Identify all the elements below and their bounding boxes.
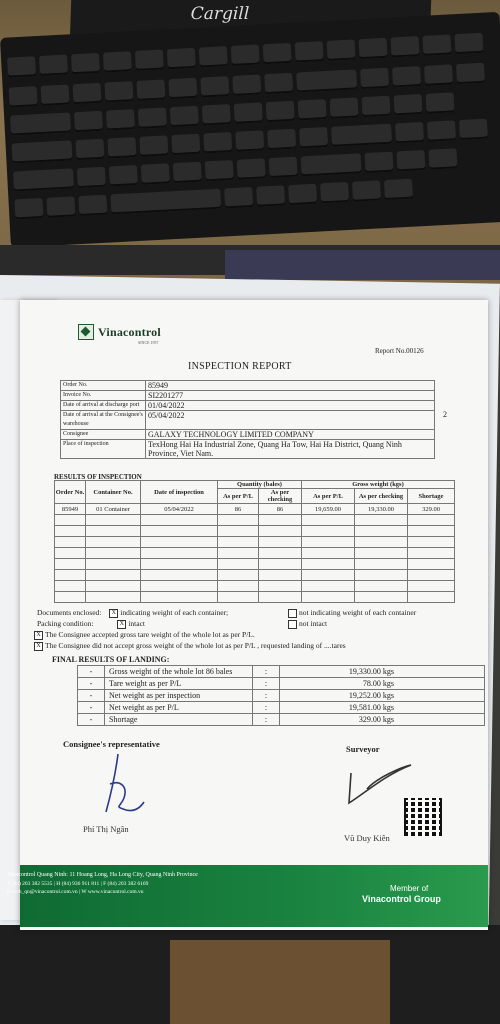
info-value: GALAXY TECHNOLOGY LIMITED COMPANY — [146, 430, 435, 440]
empty-cell — [55, 581, 86, 592]
final-value: 19,252.00 — [348, 691, 381, 700]
key — [422, 34, 451, 55]
empty-cell — [302, 581, 355, 592]
key — [170, 106, 199, 127]
packing-condition-line — [37, 619, 145, 629]
final-unit: kgs — [382, 703, 394, 712]
empty-cell — [259, 581, 302, 592]
packing-not-intact-label: not intact — [299, 619, 328, 628]
key — [12, 140, 73, 163]
key — [73, 83, 102, 104]
final-sep: : — [253, 690, 280, 702]
final-label: Net weight as per inspection — [105, 690, 253, 702]
empty-cell — [408, 581, 455, 592]
doc-not-indicating-checkbox — [288, 609, 297, 618]
documents-enclosed-label: Documents enclosed: — [37, 608, 102, 617]
empty-cell — [259, 526, 302, 537]
final-results-table — [77, 665, 485, 726]
empty-cell — [141, 515, 218, 526]
empty-cell — [302, 526, 355, 537]
empty-cell — [408, 592, 455, 603]
key — [427, 120, 456, 141]
empty-cell — [86, 559, 141, 570]
key — [46, 196, 75, 217]
key — [74, 111, 103, 132]
empty-cell — [259, 570, 302, 581]
key — [10, 112, 71, 135]
col-shortage: Shortage — [408, 489, 455, 504]
empty-cell — [355, 570, 408, 581]
final-sep: : — [253, 666, 280, 678]
empty-cell — [218, 581, 259, 592]
key — [234, 102, 263, 123]
key — [39, 55, 68, 76]
consignee-accepted-line — [34, 630, 255, 640]
vinacontrol-logo — [78, 324, 161, 340]
key — [296, 69, 357, 92]
key — [71, 53, 100, 74]
cell-qty-pl: 86 — [218, 504, 259, 515]
footer-email-web: E nvth_qn@vinacontrol.com.vn | W www.vinacontrol.com.vn — [7, 889, 144, 895]
info-value: TexHong Hai Ha Industrial Zone, Quang Ha Tow, Hai Ha District, Quang Ninh Province, Viet Nam. — [146, 440, 435, 459]
final-bullet: - — [78, 690, 105, 702]
col-gw-as-per-pl: As per P/L — [302, 489, 355, 504]
consignee-accepted-text: The Consignee accepted gross tare weight of the whole lot as per P/L. — [45, 630, 255, 639]
col-gross-weight: Gross weight (kgs) — [302, 481, 455, 489]
final-sep: : — [253, 702, 280, 714]
book — [225, 250, 500, 280]
key — [167, 48, 196, 69]
cell-order: 85949 — [55, 504, 86, 515]
consignee-signature — [90, 750, 150, 820]
final-sep: : — [253, 714, 280, 726]
logo-text: Vinacontrol — [98, 324, 161, 339]
key — [256, 185, 285, 206]
key — [288, 184, 317, 205]
footer-banner — [7, 865, 488, 927]
empty-cell — [55, 592, 86, 603]
consignee-not-accept-line — [34, 641, 346, 651]
key — [359, 38, 388, 59]
col-gw-as-per-checking: As per checking — [355, 489, 408, 504]
key — [391, 36, 420, 57]
surveyor-name: Vũ Duy Kiên — [344, 833, 390, 843]
final-value-cell — [280, 714, 485, 726]
documents-enclosed-line — [37, 608, 228, 618]
empty-cell — [355, 526, 408, 537]
empty-cell — [302, 570, 355, 581]
key — [202, 104, 231, 125]
empty-cell — [218, 526, 259, 537]
final-unit: kgs — [382, 691, 394, 700]
empty-cell — [86, 537, 141, 548]
key — [266, 101, 295, 122]
empty-cell — [355, 559, 408, 570]
final-value: 78.00 — [362, 679, 381, 688]
info-value: SI2201277 — [146, 391, 435, 401]
info-row — [61, 430, 435, 440]
key — [459, 119, 488, 140]
order-info-table — [60, 380, 435, 459]
key — [269, 157, 298, 178]
final-unit: kgs — [382, 715, 394, 724]
empty-cell — [302, 592, 355, 603]
key — [224, 187, 253, 208]
final-bullet: - — [78, 714, 105, 726]
final-bullet: - — [78, 678, 105, 690]
col-quantity: Quantity (bales) — [218, 481, 302, 489]
empty-cell — [259, 592, 302, 603]
key — [320, 182, 349, 203]
empty-cell — [86, 581, 141, 592]
consignee-representative-label: Consignee's representative — [63, 739, 160, 749]
key — [237, 158, 266, 179]
logo-subtext: SINCE 1957 — [138, 340, 159, 345]
col-container-no: Container No. — [86, 481, 141, 504]
results-title: RESULTS OF INSPECTION — [54, 473, 142, 481]
empty-cell — [408, 570, 455, 581]
cell-container: 01 Container — [86, 504, 141, 515]
key — [7, 56, 36, 77]
wood-surface — [170, 940, 390, 1024]
packing-intact-checkbox: X — [117, 620, 126, 629]
empty-cell — [408, 515, 455, 526]
signature-stroke — [349, 765, 411, 803]
report-number: Report No.00126 — [375, 347, 424, 355]
key — [77, 167, 106, 188]
inspection-report-document — [7, 300, 488, 930]
keyboard — [0, 12, 500, 248]
key — [138, 107, 167, 128]
empty-cell — [218, 592, 259, 603]
table-row-empty — [55, 592, 455, 603]
empty-cell — [218, 537, 259, 548]
info-value: 85949 — [146, 381, 435, 391]
empty-cell — [55, 559, 86, 570]
empty-cell — [259, 515, 302, 526]
table-row-empty — [55, 548, 455, 559]
signature-stroke — [106, 754, 144, 812]
final-bullet: - — [78, 666, 105, 678]
col-qty-as-per-checking: As per checking — [259, 489, 302, 504]
empty-cell — [86, 515, 141, 526]
surveyor-label: Surveyor — [346, 744, 380, 754]
cell-gw-check: 19,330.00 — [355, 504, 408, 515]
key — [295, 41, 324, 62]
consignee-not-accept-text: The Consignee did not accept gross weight of the whole lot as per P/L , requested landing of ....tares — [45, 641, 346, 650]
table-row-empty — [55, 537, 455, 548]
cell-shortage: 329.00 — [408, 504, 455, 515]
empty-cell — [55, 537, 86, 548]
key — [330, 97, 359, 118]
key — [301, 153, 362, 176]
empty-cell — [141, 570, 218, 581]
empty-cell — [86, 548, 141, 559]
box-brand-text: Cargill — [190, 4, 250, 24]
empty-cell — [408, 548, 455, 559]
footer-phones: T (84) 203 382 5535 | H (84) 936 911 811 | F (84) 203 382 6169 — [7, 881, 149, 887]
final-value-cell — [280, 702, 485, 714]
footer-address: Vinacontrol Quang Ninh: 11 Hoang Long, Ha Long City, Quang Ninh Province — [7, 872, 198, 878]
empty-cell — [302, 559, 355, 570]
key — [171, 134, 200, 155]
key — [454, 33, 483, 54]
doc-indicating-label: indicating weight of each container; — [120, 608, 229, 617]
key — [9, 86, 38, 107]
key — [331, 124, 392, 147]
info-label: Date of arrival at the Consignee's warehouse — [61, 411, 146, 430]
empty-cell — [86, 570, 141, 581]
key — [231, 44, 260, 65]
key — [352, 180, 381, 201]
packing-not-intact-line — [288, 619, 327, 629]
empty-cell — [218, 559, 259, 570]
final-row — [78, 666, 485, 678]
info-label: Place of inspection — [61, 440, 146, 459]
final-row — [78, 714, 485, 726]
key — [362, 96, 391, 117]
final-label: Net weight as per P/L — [105, 702, 253, 714]
empty-cell — [355, 515, 408, 526]
empty-cell — [302, 515, 355, 526]
key — [394, 94, 423, 115]
final-unit: kgs — [382, 667, 394, 676]
key — [41, 84, 70, 105]
key — [200, 76, 229, 97]
info-label: Order No. — [61, 381, 146, 391]
cell-date: 05/04/2022 — [141, 504, 218, 515]
key — [106, 109, 135, 130]
table-row-empty — [55, 515, 455, 526]
doc-not-indicating-label: not indicating weight of each container — [299, 608, 417, 617]
consignee-accepted-checkbox: X — [34, 631, 43, 640]
key — [298, 99, 327, 120]
key — [264, 73, 293, 94]
key — [365, 152, 394, 173]
info-label: Consignee — [61, 430, 146, 440]
final-value: 329.00 — [358, 715, 381, 724]
info-label: Date of arrival at discharge port — [61, 401, 146, 411]
info-value: 05/04/2022 — [146, 411, 435, 430]
key — [327, 39, 356, 60]
key — [75, 139, 104, 160]
cell-gw-pl: 19,659.00 — [302, 504, 355, 515]
final-value-cell — [280, 678, 485, 690]
key — [110, 189, 221, 215]
final-label: Tare weight as per P/L — [105, 678, 253, 690]
empty-cell — [55, 526, 86, 537]
key — [203, 132, 232, 153]
key — [235, 130, 264, 151]
results-header-row — [55, 481, 455, 489]
empty-cell — [302, 537, 355, 548]
empty-cell — [259, 548, 302, 559]
packing-condition-label: Packing condition: — [37, 619, 94, 628]
key — [384, 179, 413, 200]
empty-cell — [55, 548, 86, 559]
final-row — [78, 702, 485, 714]
key — [107, 137, 136, 158]
key — [139, 135, 168, 156]
info-row — [61, 440, 435, 459]
packing-not-intact-checkbox — [288, 620, 297, 629]
col-date-inspection: Date of inspection — [141, 481, 218, 504]
key — [299, 127, 328, 148]
key — [173, 162, 202, 183]
packing-intact-label: intact — [128, 619, 145, 628]
empty-cell — [141, 581, 218, 592]
empty-cell — [408, 559, 455, 570]
empty-cell — [355, 581, 408, 592]
info-row — [61, 411, 435, 430]
empty-cell — [141, 537, 218, 548]
final-value-cell — [280, 690, 485, 702]
empty-cell — [355, 548, 408, 559]
table-row-empty — [55, 559, 455, 570]
key — [14, 198, 43, 219]
table-row — [55, 504, 455, 515]
doc-indicating-checkbox: X — [109, 609, 118, 618]
info-row — [61, 381, 435, 391]
empty-cell — [55, 515, 86, 526]
final-value: 19,581.00 — [348, 703, 381, 712]
table-row-empty — [55, 570, 455, 581]
consignee-not-accept-checkbox: X — [34, 642, 43, 651]
final-label: Shortage — [105, 714, 253, 726]
final-row — [78, 690, 485, 702]
cell-qty-check: 86 — [259, 504, 302, 515]
key — [168, 78, 197, 99]
key — [109, 165, 138, 186]
empty-cell — [141, 592, 218, 603]
final-value-cell — [280, 666, 485, 678]
results-table — [54, 480, 455, 603]
empty-cell — [218, 548, 259, 559]
key — [424, 64, 453, 85]
empty-cell — [141, 548, 218, 559]
consignee-name: Phí Thị Ngân — [83, 824, 129, 834]
footer-group-name: Vinacontrol Group — [362, 894, 441, 904]
key — [263, 43, 292, 64]
info-value: 01/04/2022 — [146, 401, 435, 411]
empty-cell — [408, 526, 455, 537]
final-sep: : — [253, 678, 280, 690]
key — [267, 129, 296, 150]
col-order-no: Order No. — [55, 481, 86, 504]
side-number: 2 — [443, 410, 447, 419]
key — [104, 81, 133, 102]
final-unit: kgs — [382, 679, 394, 688]
empty-cell — [55, 570, 86, 581]
empty-cell — [218, 515, 259, 526]
key — [360, 68, 389, 89]
footer-member-of: Member of — [390, 884, 429, 893]
key — [103, 51, 132, 72]
key — [141, 163, 170, 184]
key — [392, 66, 421, 87]
info-row — [61, 391, 435, 401]
final-row — [78, 678, 485, 690]
key — [135, 49, 164, 70]
empty-cell — [355, 592, 408, 603]
key — [78, 195, 107, 216]
report-title: INSPECTION REPORT — [188, 361, 292, 372]
key — [396, 150, 425, 171]
final-results-title: FINAL RESULTS OF LANDING: — [52, 655, 170, 664]
empty-cell — [355, 537, 408, 548]
info-row — [61, 401, 435, 411]
empty-cell — [218, 570, 259, 581]
final-bullet: - — [78, 702, 105, 714]
empty-cell — [141, 559, 218, 570]
key — [426, 92, 455, 113]
empty-cell — [86, 592, 141, 603]
key — [205, 160, 234, 181]
empty-cell — [408, 537, 455, 548]
vinacontrol-logo-icon — [78, 324, 94, 340]
key — [13, 168, 74, 191]
table-row-empty — [55, 526, 455, 537]
empty-cell — [141, 526, 218, 537]
key — [232, 74, 261, 95]
empty-cell — [259, 559, 302, 570]
qr-code-icon — [404, 798, 442, 836]
key — [395, 122, 424, 143]
key — [428, 148, 457, 169]
key — [199, 46, 228, 67]
final-value: 19,330.00 — [348, 667, 381, 676]
col-qty-as-per-pl: As per P/L — [218, 489, 259, 504]
key — [456, 63, 485, 84]
info-label: Invoice No. — [61, 391, 146, 401]
key — [136, 79, 165, 100]
table-row-empty — [55, 581, 455, 592]
empty-cell — [86, 526, 141, 537]
empty-cell — [259, 537, 302, 548]
doc-not-indicating-line — [288, 608, 416, 618]
final-label: Gross weight of the whole lot 86 bales — [105, 666, 253, 678]
empty-cell — [302, 548, 355, 559]
